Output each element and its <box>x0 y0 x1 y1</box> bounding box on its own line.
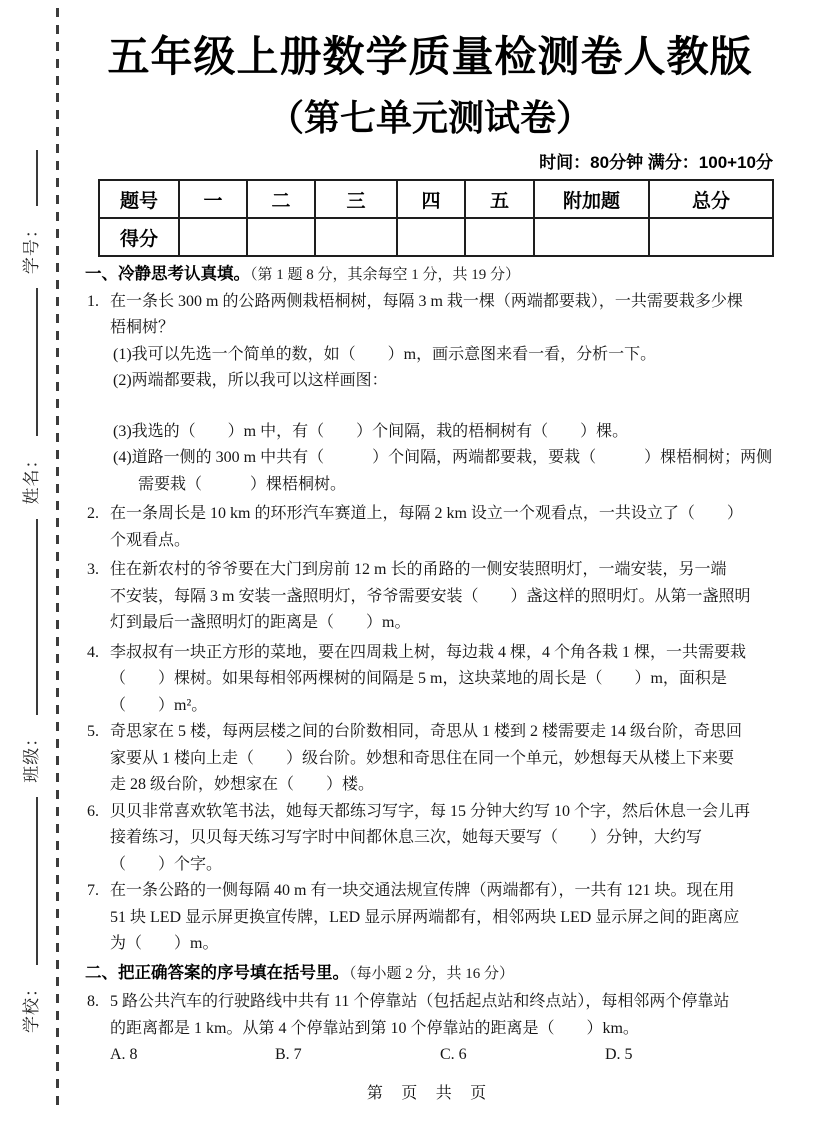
section-one-heading <box>85 261 775 289</box>
question-line: 梧桐树？ <box>110 319 175 336</box>
score-row-label: 得分 <box>99 218 179 256</box>
question-1-sub4-cont: 需要栽（ ）棵梧桐树。 <box>138 475 347 493</box>
exam-meta: 时间：80分钟 满分：100+10分 <box>539 153 773 172</box>
page-footer: 第 页 共 页 <box>366 1085 494 1102</box>
question-7-number: 7. <box>87 882 99 899</box>
question-line: 贝贝非常喜欢软笔书法，她每天都练习写字，每 15 分钟大约写 10 个字，然后休息一会儿再 <box>110 802 751 820</box>
score-cell <box>465 218 534 256</box>
student-info-strip <box>20 150 47 1033</box>
question-line: 走 28 级台阶，妙想家在（ ）楼。 <box>110 776 375 793</box>
question-line: 5 路公共汽车的行驶路线中共有 11 个停靠站（包括起点站和终点站），每相邻两个停靠站 <box>110 993 730 1010</box>
score-cell <box>397 218 465 256</box>
section-two-note: （每小题 2 分，共 16 分） <box>349 965 515 982</box>
student-id-fill-line <box>20 150 38 206</box>
question-line: （ ）个字。 <box>110 855 223 873</box>
question-line: 在一条长 300 m 的公路两侧栽梧桐树，每隔 3 m 栽一棵（两端都要栽），一共需要栽多少棵 <box>110 292 743 310</box>
question-line: 在一条周长是 10 km 的环形汽车赛道上，每隔 2 km 设立一个观看点，一共设立了（ ） <box>110 505 743 522</box>
question-line: （ ）m²。 <box>110 696 208 714</box>
question-1-sub1: (1)我可以先选一个简单的数，如（ ）m，画示意图来看一看，分析一下。 <box>113 345 657 363</box>
question-6-number: 6. <box>87 802 99 820</box>
question-line: 个观看点。 <box>110 531 191 549</box>
question-line: 李叔叔有一块正方形的菜地，要在四周栽上树，每边栽 4 棵，4 个角各栽 1 棵，一共需要栽 <box>110 643 747 661</box>
question-3-number: 3. <box>87 561 99 578</box>
page-title: 五年级上册数学质量检测卷人教版 <box>107 33 753 80</box>
option-c: C. 6 <box>440 1046 467 1063</box>
question-3 <box>85 557 775 637</box>
question-line: 灯到最后一盏照明灯的距离是（ ）m。 <box>110 614 411 631</box>
question-line: 不安装，每隔 3 m 安装一盏照明灯，爷爷需要安装（ ）盏这样的照明灯。从第一盏照明 <box>110 587 751 605</box>
score-col-total: 总分 <box>649 180 773 218</box>
question-1 <box>85 289 775 499</box>
question-4-number: 4. <box>87 643 99 661</box>
score-cell <box>179 218 247 256</box>
class-field-label: 班级： <box>22 728 41 783</box>
paper-content <box>85 0 775 1069</box>
score-col-3: 三 <box>315 180 397 218</box>
question-1-sub3: (3)我选的（ ）m 中，有（ ）个间隔，栽的梧桐树有（ ）棵。 <box>113 422 629 440</box>
score-cell <box>649 218 773 256</box>
option-b: B. 7 <box>275 1046 302 1063</box>
question-line: 家要从 1 楼向上走（ ）级台阶。妙想和奇思住在同一个单元，妙想每天从楼上下来要 <box>110 749 735 767</box>
question-8 <box>85 989 775 1069</box>
student-id-field-label: 学号： <box>22 220 41 275</box>
question-8-number: 8. <box>87 993 99 1010</box>
class-fill-line <box>20 519 38 715</box>
question-6 <box>85 799 775 879</box>
score-col-4: 四 <box>397 180 465 218</box>
question-1-sub4: (4)道路一侧的 300 m 中共有（ ）个间隔，两端都要栽，要栽（ ）棵梧桐树；两侧 <box>113 449 773 466</box>
question-line: 住在新农村的爷爷要在大门到房前 12 m 长的甬路的一侧安装照明灯，一端安装，另一端 <box>110 561 727 578</box>
question-2-number: 2. <box>87 505 99 522</box>
question-4 <box>85 640 775 720</box>
section-two-title: 二、把正确答案的序号填在括号里。 <box>85 963 349 982</box>
score-table-score-row <box>99 218 773 256</box>
option-d: D. 5 <box>605 1046 633 1063</box>
question-5-number: 5. <box>87 723 99 740</box>
score-col-bonus: 附加题 <box>534 180 649 218</box>
question-7 <box>85 878 775 958</box>
name-field-label: 姓名： <box>22 450 41 505</box>
score-col-label: 题号 <box>99 180 179 218</box>
question-2 <box>85 501 775 554</box>
section-two-heading <box>85 960 775 988</box>
seal-dashed-line <box>56 8 59 1110</box>
score-col-2: 二 <box>247 180 315 218</box>
option-a: A. 8 <box>110 1046 138 1063</box>
score-col-5: 五 <box>465 180 534 218</box>
score-cell <box>247 218 315 256</box>
question-line: 在一条公路的一侧每隔 40 m 有一块交通法规宣传牌（两端都有），一共有 121 块。现在用 <box>110 882 735 899</box>
question-5 <box>85 719 775 799</box>
question-line: 51 块 LED 显示屏更换宣传牌，LED 显示屏两端都有，相邻两块 LED 显示屏之间的距离应 <box>110 908 740 926</box>
score-cell <box>315 218 397 256</box>
school-fill-line <box>20 797 38 965</box>
score-cell <box>534 218 649 256</box>
question-line: 的距离都是 1 km。从第 4 个停靠站到第 10 个停靠站的距离是（ ）km。 <box>110 1019 639 1037</box>
question-line: 奇思家在 5 楼，每两层楼之间的台阶数相同，奇思从 1 楼到 2 楼需要走 14 级台阶，奇思回 <box>110 723 743 740</box>
section-one-note: （第 1 题 8 分，其余每空 1 分，共 19 分） <box>250 267 521 283</box>
question-8-options <box>110 1042 775 1069</box>
question-1-sub2: (2)两端都要栽，所以我可以这样画图： <box>113 372 388 389</box>
name-fill-line <box>20 288 38 436</box>
question-line: 为（ ）m。 <box>110 935 219 952</box>
question-1-number: 1. <box>87 292 99 310</box>
drawing-space <box>110 395 775 419</box>
score-table-header-row <box>99 180 773 218</box>
question-line: 接着练习，贝贝每天练习写字时中间都休息三次，她每天要写（ ）分钟，大约写 <box>110 829 703 846</box>
score-col-1: 一 <box>179 180 247 218</box>
school-field-label: 学校： <box>22 979 41 1033</box>
section-one-title: 一、冷静思考认真填。 <box>85 265 250 283</box>
page-subtitle: （第七单元测试卷） <box>267 97 592 138</box>
question-line: （ ）棵树。如果每相邻两棵树的间隔是 5 m，这块菜地的周长是（ ）m，面积是 <box>110 670 727 687</box>
score-table <box>98 179 774 257</box>
